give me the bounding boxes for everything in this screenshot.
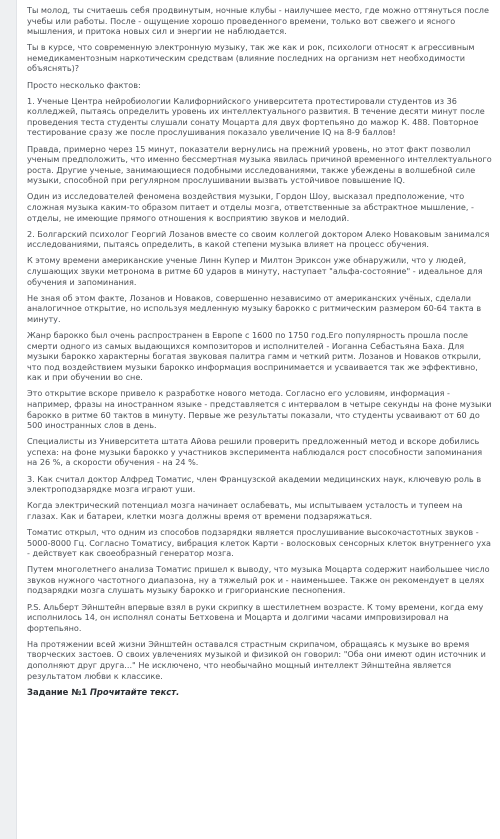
paragraph: Правда, примерно через 15 минут, показатели вернулись на прежний уровень, но этот факт позволил ученым предположить, что именно бессмертная музыка явилась причиной временного интеллектуального роста. Другие ученые, занимающиеся подобными исследованиями, также убеждены в волшебной силе музыки, способной при регулярном прослушивании вызвать устойчивое повышение IQ. bbox=[27, 143, 492, 186]
task-label: Задание №1 bbox=[27, 686, 88, 697]
paragraph: 2. Болгарский психолог Георгий Лозанов вместе со своим коллегой доктором Алеко Новаковым занимался исследованиями, пытаясь определить, в какой степени музыка влияет на процесс обучения. bbox=[27, 228, 490, 250]
paragraph: Путем многолетнего анализа Томатис пришел к выводу, что музыка Моцарта содержит наибольшее число звуков нужного частотного диапазона, ну а тяжелый рок и - наименьшее. Также он рекомендует в целях подзарядки мозга слушать музыку барокко и григорианские песнопения. bbox=[27, 564, 490, 596]
paragraph: Один из исследователей феномена воздействия музыки, Гордон Шоу, высказал предположение, что сложная музыка каким-то образом питает и отделы мозга, ответственные за абстрактное мышление, - отделы, не имеющие прямого отношения к восприятию звуков и мелодий. bbox=[27, 191, 474, 223]
paragraph: Не зная об этом факте, Лозанов и Новаков, совершенно независимо от американских учёных, сделали аналогичное открытие, но используя медленную музыку барокко с ритмическим размером 60-64 такта в минуту. bbox=[27, 292, 482, 324]
paragraph: Ты в курсе, что современную электронную музыку, так же как и рок, психологи относят к агрессивным немедикаментозным наркотическим средствам (влияние последних на организм нет необходимости объяснять)? bbox=[27, 42, 475, 74]
paragraph: К этому времени американские ученые Линн Купер и Милтон Эриксон уже обнаружили, что у людей, слушающих звуки метронома в ритме 60 ударов в минуту, наступает "альфа-состояние" - идеальное для обучения и запоминания. bbox=[27, 255, 483, 287]
paragraph: 3. Как считал доктор Алфред Томатис, член Французской академии медицинских наук, ключевую роль в электроподзарядке мозга играют уши. bbox=[27, 473, 482, 495]
paragraph: Просто несколько фактов: bbox=[27, 79, 141, 90]
task-line bbox=[27, 687, 492, 698]
paragraph: На протяжении всей жизни Эйнштейн оставался страстным скрипачом, обращаясь к музыке во время творческих застоев. О своих увлечениях музыкой и физикой он говорил: "Оба они имеют один источник и дополняют друг друга..." Не исключено, что необычайно мощный интеллект Эйнштейна является результатом любви к классике. bbox=[27, 638, 486, 681]
task-instruction: Прочитайте текст. bbox=[89, 686, 180, 697]
paragraph: Жанр барокко был очень распространен в Европе с 1600 по 1750 год.Его популярность прошла после смерти одного из самых выдающихся композиторов и исполнителей - Иоганна Себастьяна Баха. Для музыки барокко характерны богатая звуковая палитра гамм и четкий ритм. Лозанов и Новаков открыли, что под воздействием музыки барокко информация воспринимается и усваивается так же эффективно, как и при обучении во сне. bbox=[27, 329, 482, 383]
paragraph: Ты молод, ты считаешь себя продвинутым, ночные клубы - наилучшее место, где можно оттянуться после учебы или работы. После - ощущение хорошо проведенного времени, только вот свежего и ясного мышления, и притока новых сил и энергии не наблюдается. bbox=[27, 5, 489, 37]
paragraph: Специалисты из Университета штата Айова решили проверить предложенный метод и вскоре добились успеха: на фоне музыки барокко у участников эксперимента наблюдался рост способности запоминания на 26 %, а скорости обучения - на 24 %. bbox=[27, 436, 483, 468]
paragraph: Когда электрический потенциал мозга начинает ослабевать, мы испытываем усталость и тупеем на глазах. Как и батареи, клетки мозга должны время от времени подзаряжаться. bbox=[27, 500, 463, 521]
left-rail bbox=[0, 0, 17, 839]
text-body bbox=[27, 5, 492, 681]
paragraph: P.S. Альберт Эйнштейн впервые взял в руки скрипку в шестилетнем возрасте. К тому времени, когда ему исполнилось 14, он исполнял сонаты Бетховена и Моцарта и долгими часами импровизировал на фортепьяно. bbox=[27, 601, 484, 633]
paragraph: Томатис открыл, что одним из способов подзарядки является прослушивание высокочастотных звуков - 5000-8000 Гц. Согласно Томатису, вибрация клеток Карти - волосковых сенсорных клеток внутреннего уха - действует как своеобразный генератор мозга. bbox=[27, 526, 491, 559]
paragraph: 1. Ученые Центра нейробиологии Калифорнийского университета протестировали студентов из 36 колледжей, пытаясь определить уровень их интеллектуального развития. В течение десяти минут после проведения теста студенты слушали сонату Моцарта для двух фортепьяно до мажор К. 488. Повторное тестирование сразу же после прослушивания показало увеличение IQ на 8-9 баллов! bbox=[27, 95, 485, 138]
paragraph: Это открытие вскоре привело к разработке нового метода. Согласно его условиям, информация - например, фразы на иностранном языке - представляется с интервалом в четыре секунды на фоне музыки барокко в ритме 60 тактов в минуту. Первые же результаты показали, что студенты усваивают от 60 до 500 иностранных слов в день. bbox=[27, 388, 492, 431]
